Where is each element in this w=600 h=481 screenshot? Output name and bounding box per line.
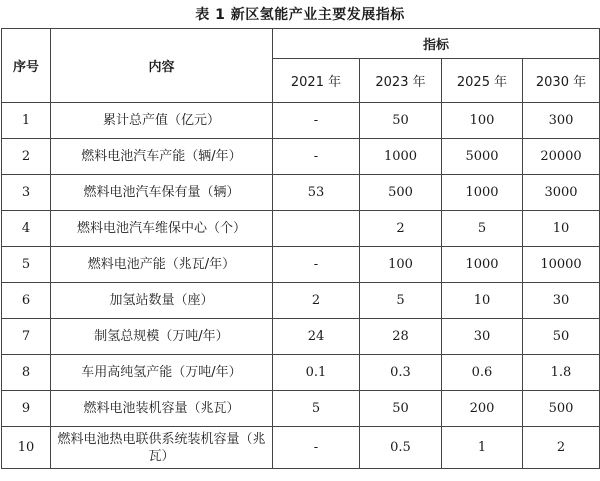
row-value-2023: 0.5 [360,427,442,469]
row-content: 车用高纯氢产能（万吨/年） [51,355,273,391]
row-value-2021: - [273,247,360,283]
row-value-2021: - [273,427,360,469]
row-content: 燃料电池热电联供系统装机容量（兆瓦） [51,427,273,469]
row-value-2021: 24 [273,319,360,355]
header-content: 内容 [51,29,273,103]
row-value-2030: 30 [523,283,600,319]
row-value-2023: 50 [360,391,442,427]
header-seq: 序号 [2,29,51,103]
row-value-2025: 5000 [442,139,523,175]
row-value-2030: 20000 [523,139,600,175]
row-value-2023: 50 [360,103,442,139]
row-value-2030: 10 [523,211,600,247]
row-content: 燃料电池装机容量（兆瓦） [51,391,273,427]
row-value-2023: 2 [360,211,442,247]
row-value-2030: 3000 [523,175,600,211]
row-value-2021: 53 [273,175,360,211]
row-content: 加氢站数量（座） [51,283,273,319]
row-value-2030: 50 [523,319,600,355]
row-value-2030: 10000 [523,247,600,283]
row-value-2021: 0.1 [273,355,360,391]
header-year-2025: 2025 年 [442,59,523,103]
row-seq: 6 [2,283,51,319]
header-year-2023: 2023 年 [360,59,442,103]
row-value-2025: 30 [442,319,523,355]
table-row [2,103,600,139]
row-seq: 7 [2,319,51,355]
row-value-2030: 500 [523,391,600,427]
row-value-2023: 100 [360,247,442,283]
row-content: 燃料电池汽车保有量（辆） [51,175,273,211]
row-content: 燃料电池汽车维保中心（个） [51,211,273,247]
row-value-2023: 28 [360,319,442,355]
table-row [2,139,600,175]
indicator-table [1,28,600,469]
row-content: 制氢总规模（万吨/年） [51,319,273,355]
table-title: 表 1 新区氢能产业主要发展指标 [195,7,405,23]
row-value-2030: 2 [523,427,600,469]
row-seq: 10 [2,427,51,469]
row-value-2023: 1000 [360,139,442,175]
row-value-2025: 1000 [442,247,523,283]
table-row [2,175,600,211]
row-content: 燃料电池汽车产能（辆/年） [51,139,273,175]
row-seq: 9 [2,391,51,427]
row-value-2023: 500 [360,175,442,211]
row-value-2021: - [273,103,360,139]
row-seq: 1 [2,103,51,139]
table-row [2,211,600,247]
row-value-2023: 5 [360,283,442,319]
row-seq: 8 [2,355,51,391]
table-row [2,427,600,469]
row-value-2025: 0.6 [442,355,523,391]
row-value-2023: 0.3 [360,355,442,391]
row-value-2030: 300 [523,103,600,139]
row-value-2021 [273,211,360,247]
row-value-2025: 10 [442,283,523,319]
table-row [2,247,600,283]
row-seq: 2 [2,139,51,175]
table-row [2,391,600,427]
row-seq: 5 [2,247,51,283]
row-value-2025: 1 [442,427,523,469]
header-year-2021: 2021 年 [273,59,360,103]
row-value-2025: 200 [442,391,523,427]
row-seq: 4 [2,211,51,247]
table-row [2,283,600,319]
row-value-2030: 1.8 [523,355,600,391]
row-value-2021: 5 [273,391,360,427]
row-seq: 3 [2,175,51,211]
row-value-2021: 2 [273,283,360,319]
header-year-2030: 2030 年 [523,59,600,103]
header-indicator: 指标 [273,29,600,59]
row-value-2025: 1000 [442,175,523,211]
row-value-2025: 100 [442,103,523,139]
row-value-2025: 5 [442,211,523,247]
row-value-2021: - [273,139,360,175]
row-content: 燃料电池产能（兆瓦/年） [51,247,273,283]
row-content: 累计总产值（亿元） [51,103,273,139]
table-row [2,319,600,355]
table-row [2,355,600,391]
